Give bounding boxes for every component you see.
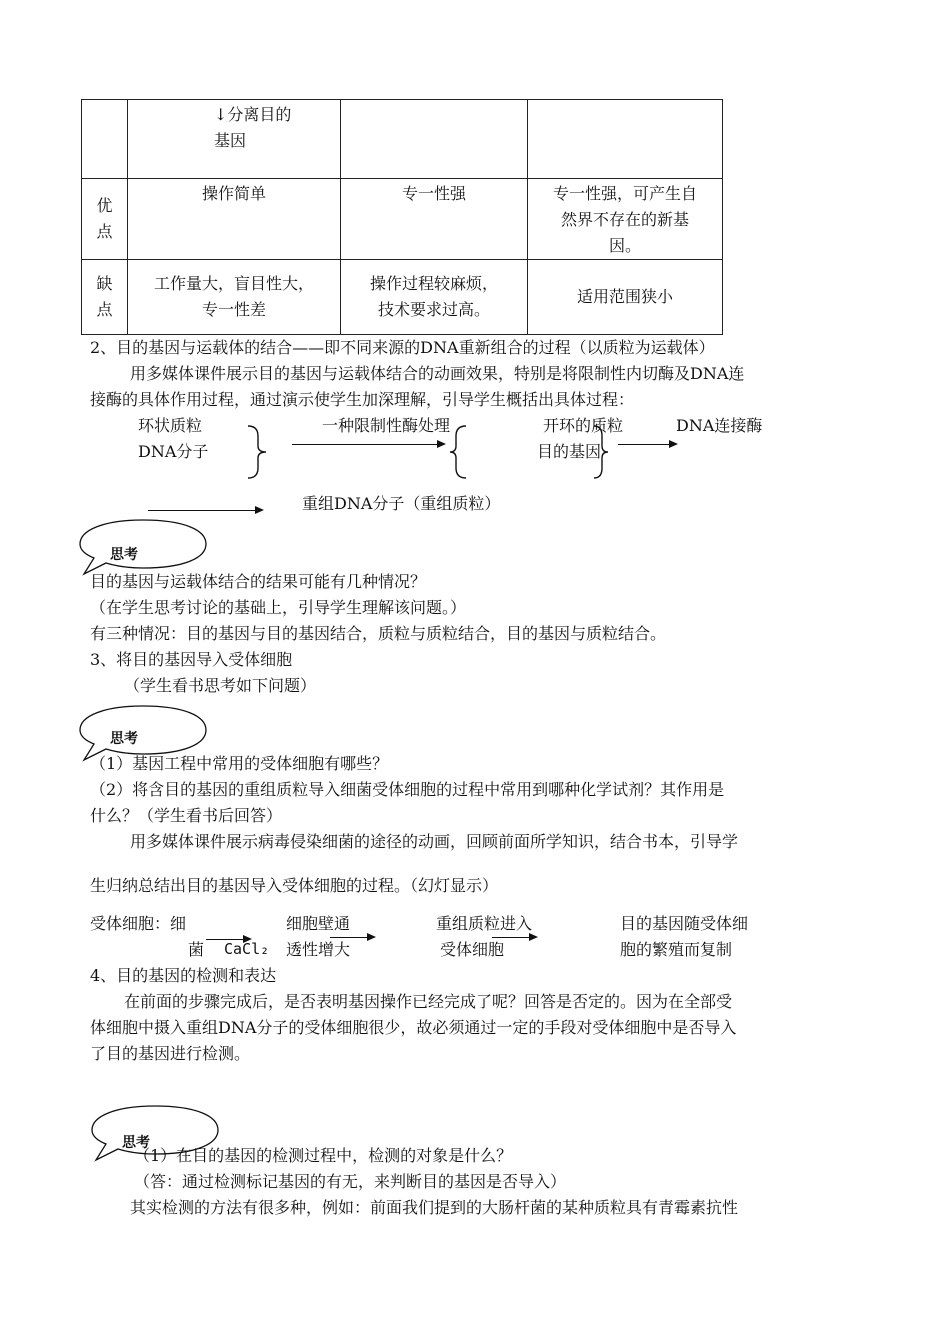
- cell-text: 专一性差: [201, 300, 266, 319]
- row-header-advantages: [82, 179, 128, 260]
- flow-step: 目的基因随受体细: [620, 914, 749, 933]
- flow-node-recombinant-dna: 重组DNA分子（重组质粒）: [302, 494, 501, 513]
- paragraph-line: 用多媒体课件展示目的基因与运载体结合的动画效果，特别是将限制性内切酶及DNA连: [130, 364, 745, 383]
- cell-text: 基因: [214, 131, 247, 150]
- flow-step: 受体细胞: [440, 940, 505, 959]
- table-row: [82, 100, 723, 179]
- flow-step: 胞的繁殖而复制: [620, 940, 733, 959]
- row-header-text: 优: [96, 196, 113, 215]
- cell-text: 操作过程较麻烦，: [369, 274, 498, 293]
- table-cell: [528, 179, 723, 260]
- answer-text: 有三种情况：目的基因与目的基因结合，质粒与质粒结合，目的基因与质粒结合。: [90, 624, 667, 643]
- speech-bubble-icon: [76, 516, 210, 578]
- flow-node-target-gene: 目的基因: [537, 442, 602, 461]
- right-brace: [244, 424, 272, 480]
- left-brace: [448, 424, 470, 480]
- table-cell: 专一性强: [341, 179, 528, 260]
- paragraph-line: 在前面的步骤完成后，是否表明基因操作已经完成了呢？回答是否定的。因为在全部受: [124, 992, 733, 1011]
- flow-step: 细胞壁通: [286, 914, 351, 933]
- answer-text: （答：通过检测标记基因的有无，来判断目的基因是否导入）: [134, 1172, 567, 1191]
- row-header-disadvantages: [82, 260, 128, 335]
- cell-text: 技术要求过高。: [377, 300, 490, 319]
- comparison-table: [81, 99, 723, 335]
- think-label: 思考: [110, 547, 138, 563]
- flow-step: 重组质粒进入: [436, 914, 533, 933]
- question-text: 什么？（学生看书后回答）: [90, 806, 283, 825]
- section-2-title: 2、目的基因与运载体的结合——即不同来源的DNA重新组合的过程（以质粒为运载体）: [90, 338, 715, 357]
- row-header-text: 点: [96, 222, 113, 241]
- think-label: 思考: [122, 1135, 150, 1151]
- paragraph-line: 了目的基因进行检测。: [90, 1044, 251, 1063]
- flow-node-circular-plasmid: 环状质粒: [138, 416, 203, 435]
- table-cell: [128, 260, 341, 335]
- cell-text: 工作量大，盲目性大，: [153, 274, 314, 293]
- flow-label-recipient-cell: 受体细胞：细: [90, 914, 187, 933]
- table-cell: 适用范围狭小: [528, 260, 723, 335]
- enzyme-label-restriction: 一种限制性酶处理: [322, 416, 451, 435]
- question-text: （2）将含目的基因的重组质粒导入细菌受体细胞的过程中常用到哪种化学试剂？其作用是: [90, 780, 725, 799]
- question-text: （1）基因工程中常用的受体细胞有哪些？: [90, 754, 389, 773]
- question-text: 目的基因与运载体结合的结果可能有几种情况？: [90, 572, 427, 591]
- flow-node-dna-molecule: DNA分子: [138, 442, 209, 461]
- flow-label-bacteria: 菌: [188, 940, 205, 959]
- table-cell: [128, 100, 341, 179]
- table-cell-empty: [341, 100, 528, 179]
- flow-step: 透性增大: [286, 940, 351, 959]
- table-row: [82, 179, 723, 260]
- arrow-icon: [618, 444, 676, 445]
- table-cell: 操作简单: [128, 179, 341, 260]
- table-cell-empty: [82, 100, 128, 179]
- cell-text: ↓分离目的: [214, 105, 292, 124]
- paragraph-line: 接酶的具体作用过程，通过演示使学生加深理解，引导学生概括出具体过程：: [90, 390, 635, 409]
- hint-text: （在学生思考讨论的基础上，引导学生理解该问题。）: [90, 598, 467, 617]
- flow-node-open-plasmid: 开环的质粒: [543, 416, 624, 435]
- table-row: [82, 260, 723, 335]
- row-header-text: 缺: [96, 274, 113, 293]
- arrow-icon: [330, 937, 374, 938]
- cell-text: 专一性强，可产生自: [552, 184, 697, 203]
- section-3-subtitle: （学生看书思考如下问题）: [124, 676, 317, 695]
- arrow-icon: [492, 937, 536, 938]
- paragraph-line: 其实检测的方法有很多种，例如：前面我们提到的大肠杆菌的某种质粒具有青霉素抗性: [130, 1198, 739, 1217]
- row-header-text: 点: [96, 300, 113, 319]
- section-4-title: 4、目的基因的检测和表达: [90, 966, 277, 985]
- cell-text: 然界不存在的新基: [560, 210, 689, 229]
- cell-text: 因。: [608, 236, 641, 255]
- table-cell: [341, 260, 528, 335]
- arrow-icon: [292, 444, 444, 445]
- paragraph-line: 体细胞中摄入重组DNA分子的受体细胞很少，故必须通过一定的手段对受体细胞中是否导入: [90, 1018, 737, 1037]
- section-3-title: 3、将目的基因导入受体细胞: [90, 650, 293, 669]
- reagent-label: CaCl₂: [224, 940, 270, 958]
- arrow-icon: [148, 510, 262, 511]
- enzyme-label-ligase: DNA连接酶: [676, 416, 763, 435]
- right-brace: [590, 424, 612, 480]
- table-cell-empty: [528, 100, 723, 179]
- paragraph-line: 用多媒体课件展示病毒侵染细菌的途径的动画，回顾前面所学知识，结合书本，引导学: [130, 832, 739, 851]
- paragraph-line: 生归纳总结出目的基因导入受体细胞的过程。（幻灯显示）: [90, 876, 499, 895]
- question-text: （1）在目的基因的检测过程中，检测的对象是什么？: [134, 1146, 513, 1165]
- think-label: 思考: [110, 731, 138, 747]
